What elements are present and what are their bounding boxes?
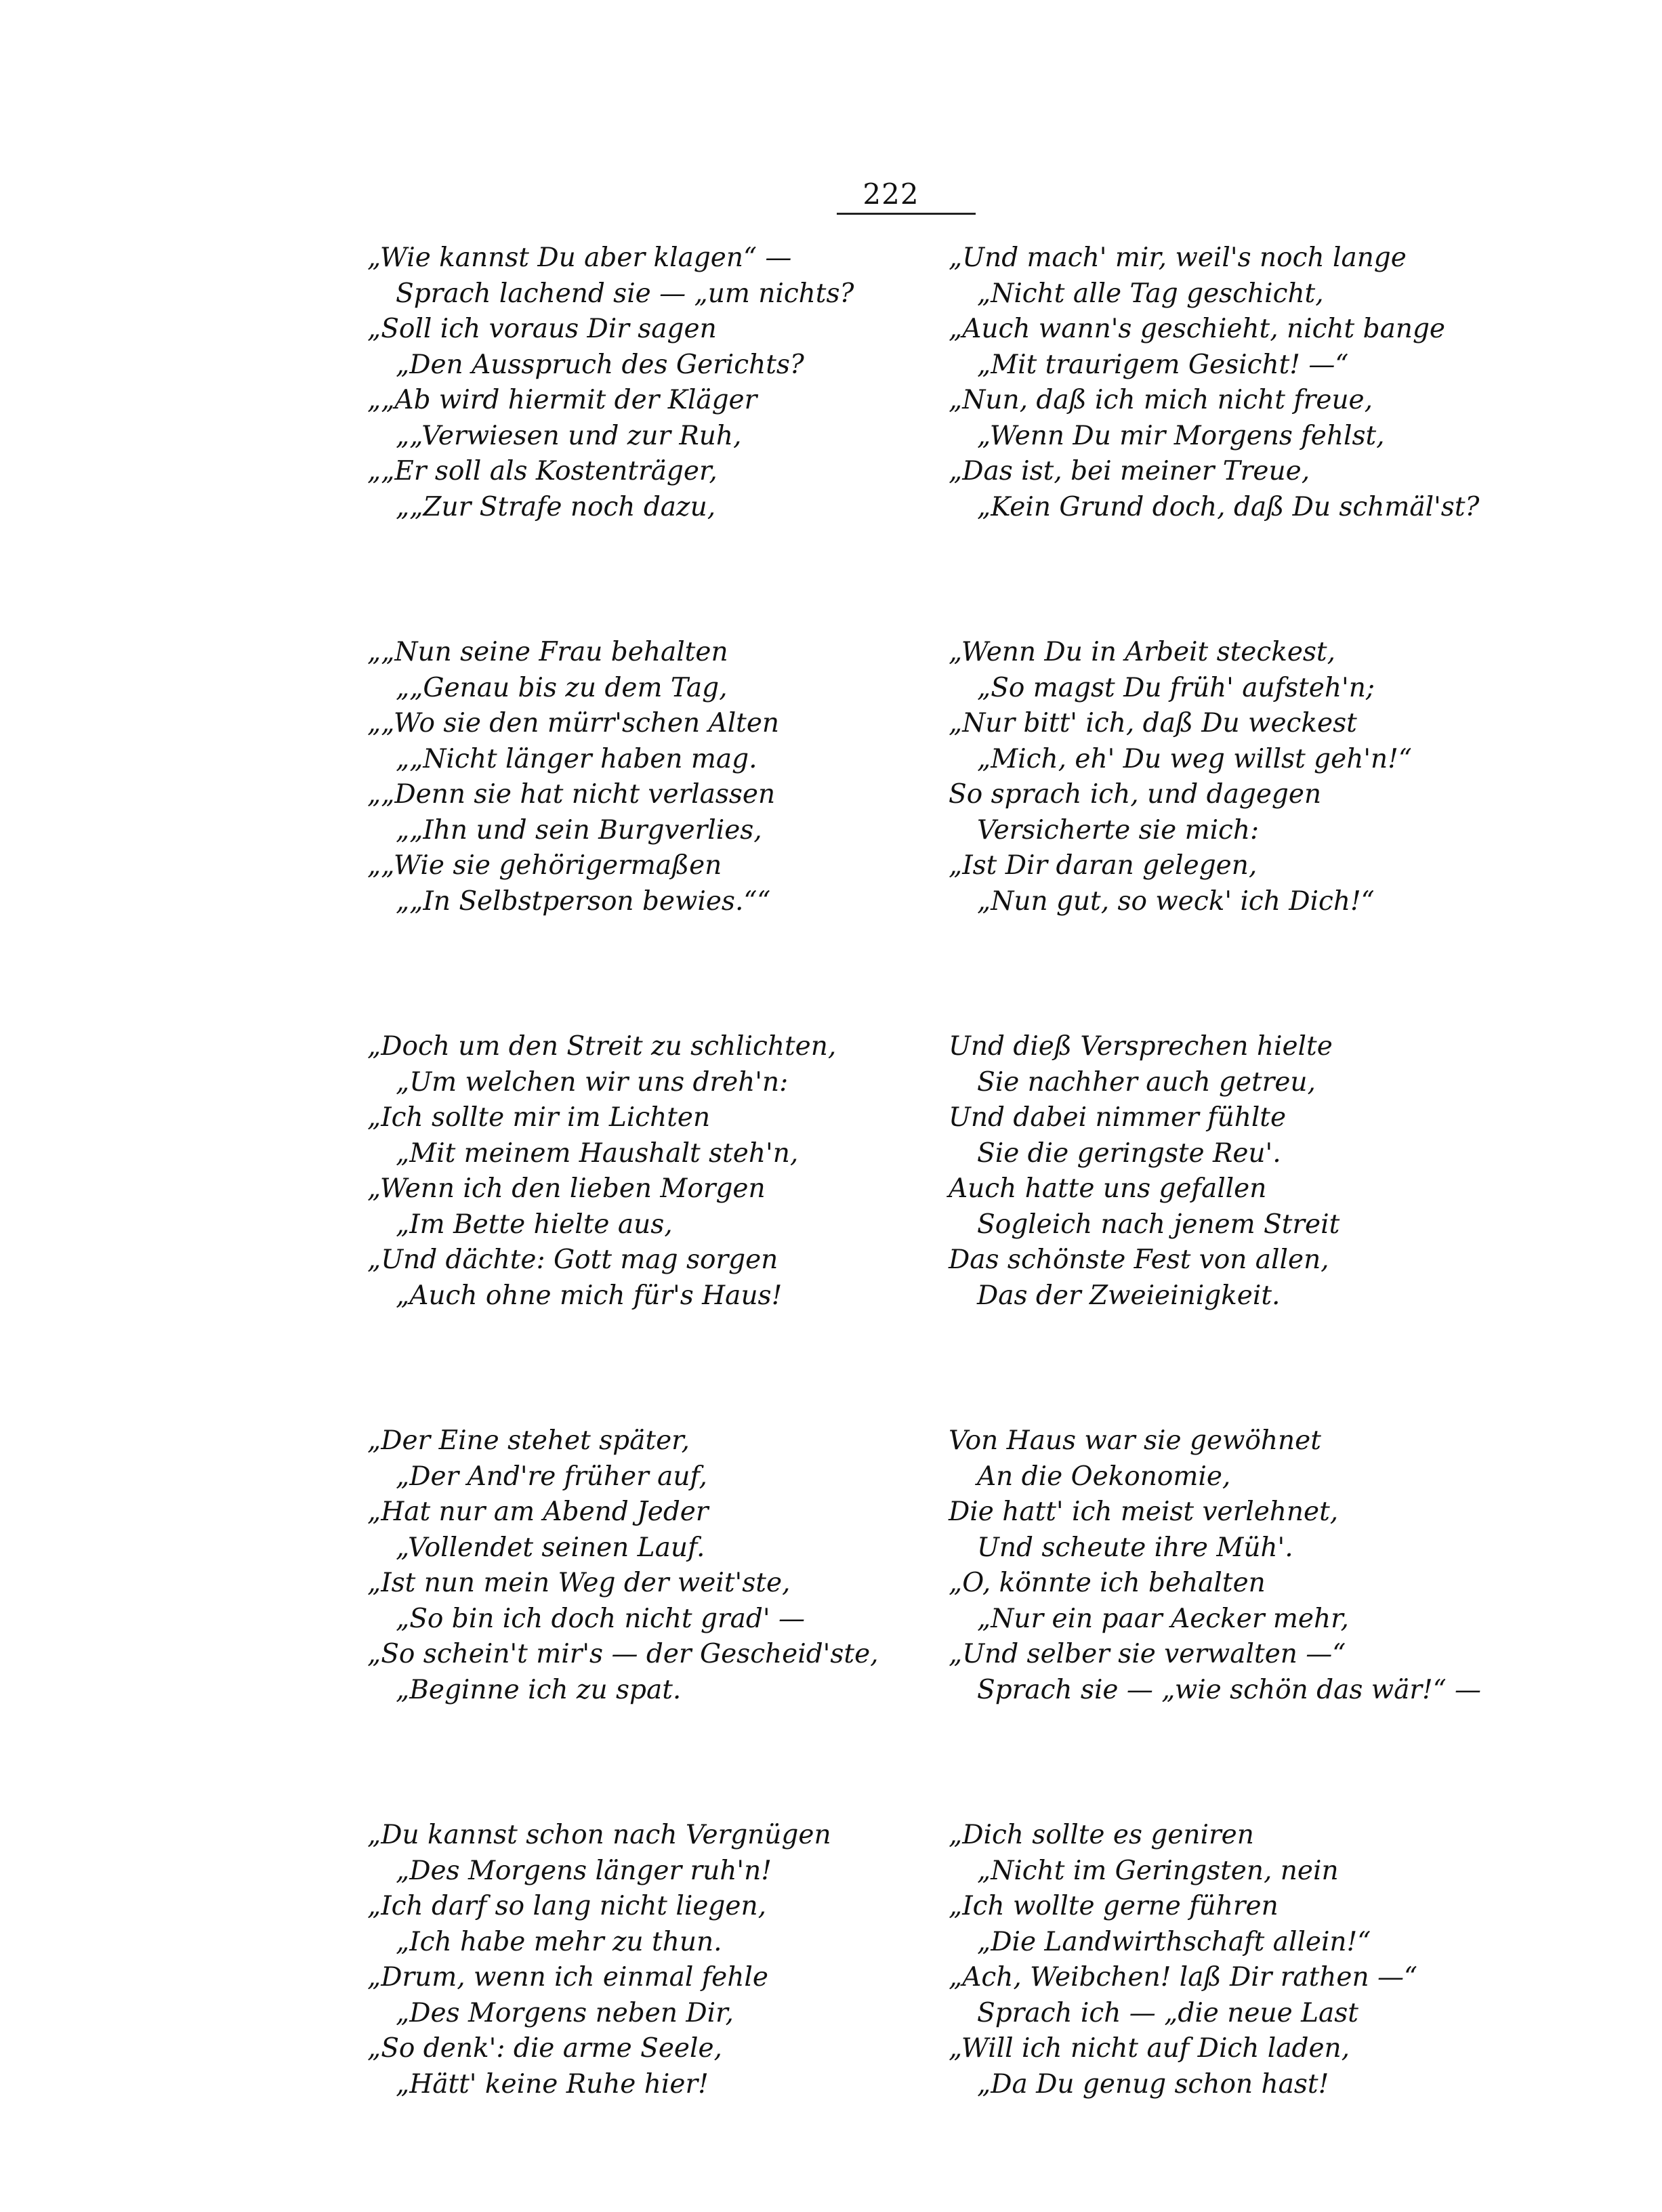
verse-line: „„Nicht länger haben mag. <box>396 743 757 774</box>
verse-line: „Des Morgens neben Dir, <box>396 1997 734 2028</box>
verse-line: „Auch ohne mich für's Haus! <box>396 1280 783 1311</box>
verse-line: „„Wie sie gehörigermaßen <box>367 850 722 881</box>
verse-line: „Hätt' keine Ruhe hier! <box>396 2068 709 2100</box>
verse-line: Sprach lachend sie — „um nichts? <box>396 278 854 309</box>
verse-line: „Und mach' mir, weil's noch lange <box>949 243 1407 273</box>
right-stanza-3 <box>949 1029 1558 1314</box>
verse-line: „Im Bette hielte aus, <box>396 1209 673 1240</box>
verse-line: „Um welchen wir uns dreh'n: <box>396 1066 789 1098</box>
verse-line: „So denk': die arme Seele, <box>367 2033 722 2064</box>
verse-line: „Und dächte: Gott mag sorgen <box>367 1245 778 1275</box>
verse-line: Von Haus war sie gewöhnet <box>949 1425 1321 1456</box>
verse-line: „Nur bitt' ich, daß Du weckest <box>949 708 1357 738</box>
verse-line: So sprach ich, und dagegen <box>949 779 1322 810</box>
verse-line: Und dabei nimmer fühlte <box>949 1102 1287 1133</box>
verse-line: „Den Ausspruch des Gerichts? <box>396 349 804 380</box>
verse-line: „„Verwiesen und zur Ruh, <box>396 420 742 451</box>
verse-line: Sie nachher auch getreu, <box>977 1066 1316 1098</box>
right-stanza-4 <box>949 1423 1558 1708</box>
verse-line: „Soll ich voraus Dir sagen <box>367 314 717 344</box>
verse-line: Die hatt' ich meist verlehnet, <box>949 1497 1339 1527</box>
verse-line: Sie die geringste Reu'. <box>977 1138 1281 1169</box>
verse-line: „Du kannst schon nach Vergnügen <box>367 1820 831 1850</box>
verse-line: „Will ich nicht auf Dich laden, <box>949 2033 1350 2064</box>
verse-line: „„Genau bis zu dem Tag, <box>396 672 728 703</box>
verse-line: „Ich wollte gerne führen <box>949 1891 1279 1921</box>
verse-line: „Kein Grund doch, daß Du schmäl'st? <box>977 491 1480 522</box>
verse-line: „Vollendet seinen Lauf. <box>396 1532 705 1563</box>
verse-line: „Doch um den Streit zu schlichten, <box>367 1031 837 1062</box>
verse-line: „Wenn Du in Arbeit steckest, <box>949 637 1336 667</box>
verse-line: Und scheute ihre Müh'. <box>977 1532 1293 1563</box>
verse-line: „Wenn ich den lieben Morgen <box>367 1173 766 1204</box>
verse-line: „Mich, eh' Du weg willst geh'n!“ <box>977 743 1412 774</box>
verse-line: „Nicht im Geringsten, nein <box>977 1855 1339 1886</box>
verse-line: „Das ist, bei meiner Treue, <box>949 456 1310 486</box>
verse-line: Sprach ich — „die neue Last <box>977 1997 1358 2028</box>
verse-line: „„Er soll als Kostenträger, <box>367 456 718 486</box>
verse-line: „Der Eine stehet später, <box>367 1425 690 1456</box>
verse-line: Sogleich nach jenem Streit <box>977 1209 1340 1240</box>
verse-line: „Mit traurigem Gesicht! —“ <box>977 349 1349 380</box>
page-number-rule <box>837 213 976 215</box>
verse-line: „Ach, Weibchen! laß Dir rathen —“ <box>949 1962 1417 1992</box>
verse-line: „Dich sollte es geniren <box>949 1820 1254 1850</box>
verse-line: „„In Selbstperson bewies.““ <box>396 885 771 917</box>
right-stanza-5 <box>949 1818 1558 2102</box>
verse-line: Sprach sie — „wie schön das wär!“ — <box>977 1674 1482 1705</box>
right-stanza-2 <box>949 635 1558 919</box>
verse-line: „Wenn Du mir Morgens fehlst, <box>977 420 1385 451</box>
verse-line: „„Wo sie den mürr'schen Alten <box>367 708 780 738</box>
verse-line: „„Ab wird hiermit der Kläger <box>367 385 757 415</box>
verse-line: Das schönste Fest von allen, <box>949 1245 1329 1275</box>
verse-line: „Hat nur am Abend Jeder <box>367 1497 709 1527</box>
verse-line: „So bin ich doch nicht grad' — <box>396 1603 805 1634</box>
verse-line: „Ich darf so lang nicht liegen, <box>367 1891 766 1921</box>
verse-line: „So magst Du früh' aufsteh'n; <box>977 672 1375 703</box>
left-stanza-3 <box>367 1029 977 1314</box>
verse-line: „„Nun seine Frau behalten <box>367 637 728 667</box>
verse-line: „Nicht alle Tag geschicht, <box>977 278 1324 309</box>
left-stanza-1 <box>367 241 977 525</box>
left-stanza-5 <box>367 1818 977 2102</box>
verse-line: „„Zur Strafe noch dazu, <box>396 491 716 522</box>
verse-line: „Beginne ich zu spat. <box>396 1674 682 1705</box>
right-column <box>949 241 1558 2212</box>
verse-line: „Die Landwirthschaft allein!“ <box>977 1926 1371 1957</box>
verse-line: „Ich habe mehr zu thun. <box>396 1926 722 1957</box>
verse-line: „Nur ein paar Aecker mehr, <box>977 1603 1349 1634</box>
verse-line: „Ich sollte mir im Lichten <box>367 1102 711 1133</box>
verse-line: Das der Zweieinigkeit. <box>977 1280 1281 1311</box>
verse-line: Versicherte sie mich: <box>977 814 1260 846</box>
left-column <box>367 241 977 2212</box>
verse-line: „Ist Dir daran gelegen, <box>949 850 1258 881</box>
verse-line: „Wie kannst Du aber klagen“ — <box>367 243 792 273</box>
verse-line: „Ist nun mein Weg der weit'ste, <box>367 1568 791 1598</box>
verse-line: „Auch wann's geschieht, nicht bange <box>949 314 1446 344</box>
verse-line: „Drum, wenn ich einmal fehle <box>367 1962 768 1992</box>
verse-line: „Mit meinem Haushalt steh'n, <box>396 1138 799 1169</box>
verse-line: „Und selber sie verwalten —“ <box>949 1639 1346 1669</box>
left-stanza-2 <box>367 635 977 919</box>
verse-line: An die Oekonomie, <box>977 1461 1231 1492</box>
left-stanza-4 <box>367 1423 977 1708</box>
page-number: 222 <box>863 178 919 211</box>
verse-line: Und dieß Versprechen hielte <box>949 1031 1333 1062</box>
verse-line: „Des Morgens länger ruh'n! <box>396 1855 772 1886</box>
right-stanza-1 <box>949 241 1558 525</box>
verse-line: „„Ihn und sein Burgverlies, <box>396 814 762 846</box>
verse-line: Auch hatte uns gefallen <box>949 1173 1267 1204</box>
verse-line: „„Denn sie hat nicht verlassen <box>367 779 776 810</box>
verse-line: „So schein't mir's — der Gescheid'ste, <box>367 1639 879 1669</box>
verse-line: „Nun gut, so weck' ich Dich!“ <box>977 885 1375 917</box>
verse-line: „O, könnte ich behalten <box>949 1568 1266 1598</box>
verse-line: „Nun, daß ich mich nicht freue, <box>949 385 1373 415</box>
verse-line: „Der And're früher auf, <box>396 1461 707 1492</box>
verse-line: „Da Du genug schon hast! <box>977 2068 1329 2100</box>
